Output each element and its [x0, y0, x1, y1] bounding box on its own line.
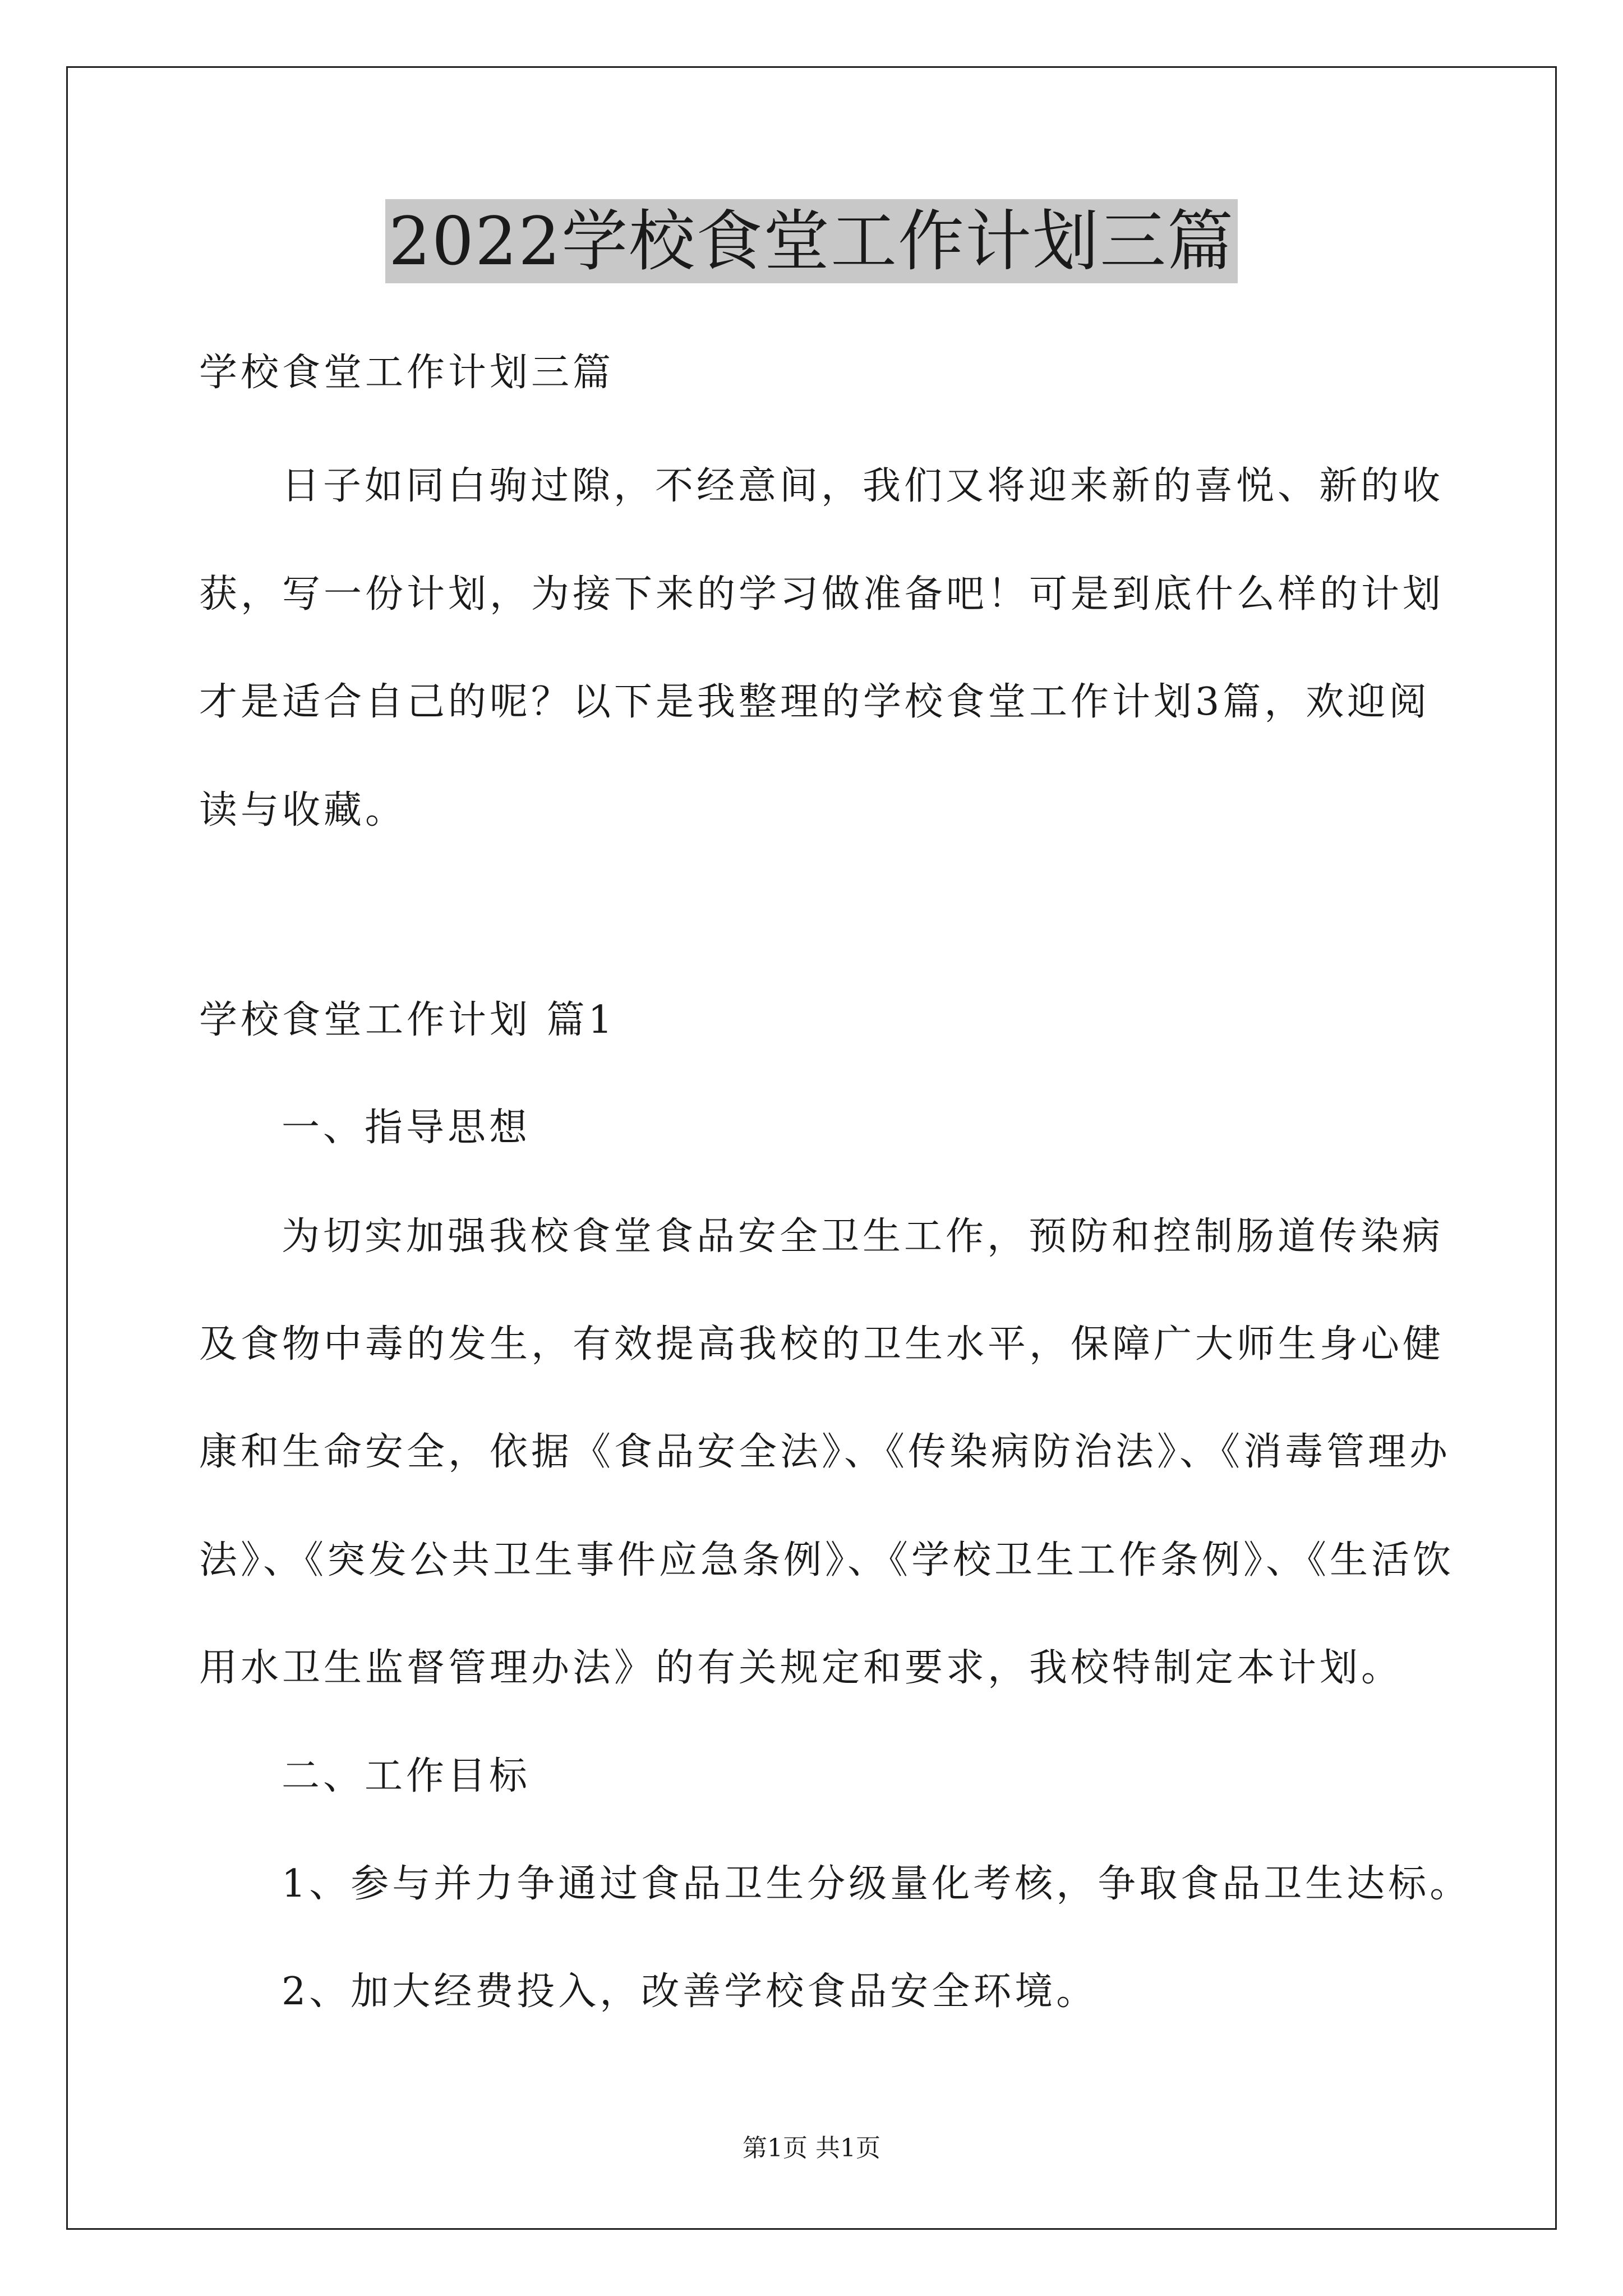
heading-work-goals: 二、工作目标 [282, 1754, 531, 1798]
intro-line-3: 才是适合自己的呢？以下是我整理的学校食堂工作计划3篇，欢迎阅 [199, 680, 1431, 724]
para1-line-4: 法》、《突发公共卫生事件应急条例》、《学校卫生工作条例》、《生活饮 [199, 1538, 1455, 1582]
section-heading: 学校食堂工作计划 篇1 [199, 998, 616, 1042]
title-container [0, 199, 1623, 283]
page-footer: 第1页 共1页 [743, 2134, 880, 2162]
document-subtitle: 学校食堂工作计划三篇 [199, 351, 615, 395]
para1-line-5: 用水卫生监督管理办法》的有关规定和要求，我校特制定本计划。 [199, 1646, 1403, 1690]
intro-line-4: 读与收藏。 [199, 788, 407, 832]
intro-line-1: 日子如同白驹过隙，不经意间，我们又将迎来新的喜悦、新的收 [282, 464, 1444, 508]
goal-item-2: 2、加大经费投入，改善学校食品安全环境。 [282, 1970, 1098, 2014]
intro-line-2: 获，写一份计划，为接下来的学习做准备吧！可是到底什么样的计划 [199, 572, 1445, 616]
para1-line-2: 及食物中毒的发生，有效提高我校的卫生水平，保障广大师生身心健 [199, 1322, 1445, 1366]
document-title: 2022学校食堂工作计划三篇 [385, 199, 1238, 283]
para1-line-1: 为切实加强我校食堂食品安全卫生工作，预防和控制肠道传染病 [282, 1214, 1444, 1259]
goal-item-1: 1、参与并力争通过食品卫生分级量化考核，争取食品卫生达标。 [282, 1862, 1472, 1906]
para1-line-3: 康和生命安全，依据《食品安全法》、《传染病防治法》、《消毒管理办 [199, 1430, 1451, 1474]
heading-guiding-ideology: 一、指导思想 [282, 1106, 531, 1150]
